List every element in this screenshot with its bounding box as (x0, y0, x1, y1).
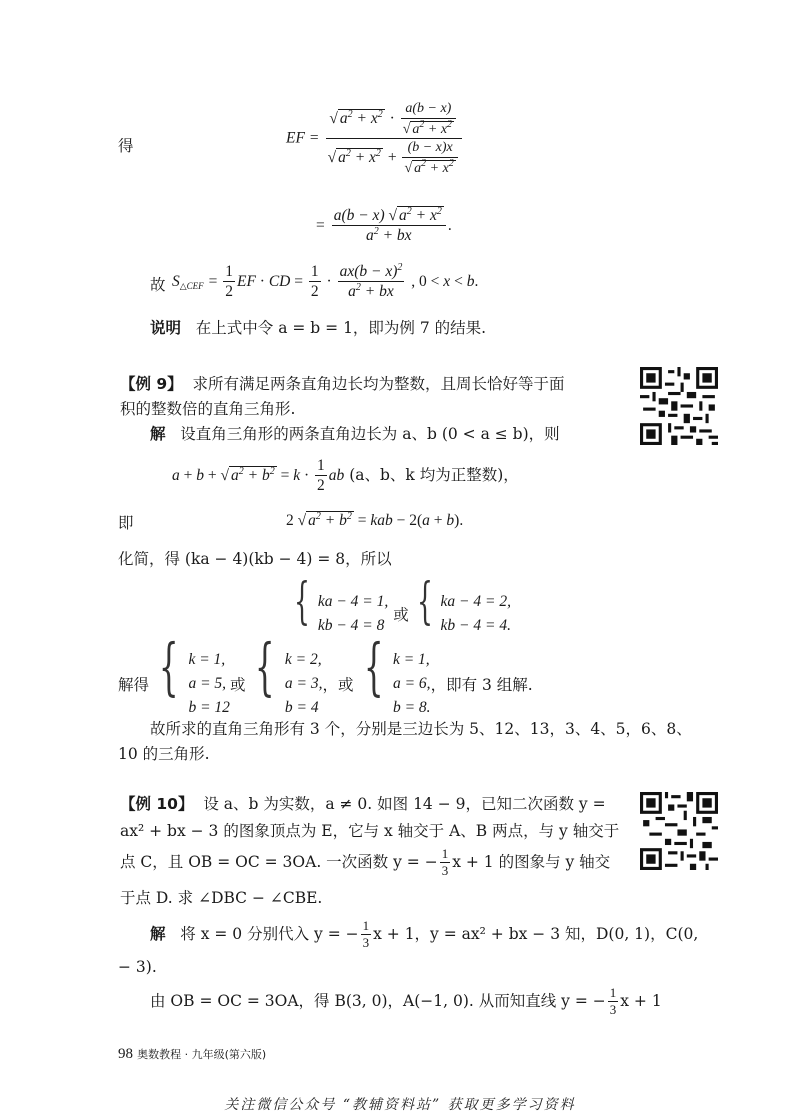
sys-b-1: ka − 4 = 2, (440, 593, 511, 610)
ex10-tag: 【例 10】 (120, 795, 194, 813)
ex10-line4: 于点 D. 求 ∠DBC − ∠CBE. (120, 889, 323, 907)
sol1-a: a = 5, (188, 675, 227, 692)
or-word-2: 或 (229, 676, 246, 694)
ex10-sol1b: x + 1，y = ax² + bx − 3 知，D(0, 1)，C(0, (373, 924, 699, 943)
ex9-line1 (120, 372, 565, 394)
ex9-equation: a + b + √ $a^2 + b^2 = k$ · $\frac{1}{2}$ ab (a、b、k 均为正整数)， (172, 457, 519, 495)
ex9-tag: 【例 9】 (120, 375, 183, 393)
solution-label: 解 (150, 425, 166, 443)
ef-formula-2: = $\frac{a(b - x) √ a^2 + x^2}{a^2 + bx}$ . (316, 206, 452, 245)
ef-formula: EF = √ $a^2 + x^2$ · $\frac{a(b - x)}{√ a^2 + x^2}$ √ $a^2 + x^2$ + $\frac{(b - x)x}{√ a^2 + x^2}$ (286, 100, 464, 177)
remark-label: 说明 (150, 319, 182, 337)
jiede-label: 解得 (118, 676, 150, 694)
ex10-sol1: 解 将 x = 0 分别代入 y = − $\frac{1}{3}$ x + 1，y = ax² + bx − 3 知，D(0, 1)，C(0, (150, 918, 699, 951)
ex9-eq-condition: (a、b、k 均为正整数)， (349, 465, 519, 484)
sol2-a: a = 3, (284, 675, 323, 692)
or-word-3: ，或 (322, 676, 354, 694)
ex9-text1: 求所有满足两条直角边长均为整数，且周长恰好等于面 (192, 375, 565, 393)
watermark-text: 关注微信公众号 “教辅资料站” 获取更多学习资料 (224, 1097, 576, 1113)
solution-label-2: 解 (150, 924, 166, 943)
ex10-sol3b: x + 1 (620, 991, 662, 1010)
ex10-sol1a: 将 x = 0 分别代入 y = − (180, 924, 359, 943)
label-de: 得 (118, 137, 134, 155)
sys-a-2: kb − 4 = 8 (317, 617, 385, 634)
sol2-b: b = 4 (284, 699, 319, 716)
ex9-conclusion-2: 10 的三角形. (118, 745, 210, 763)
ex9-solutions: 解得 { k = 1, a = 5, b = 12 或 { k = 2, a = 3, b = 4 ，或 { k = 1, a = 6, b = 8. ，即有 3 组解. (118, 636, 533, 720)
label-gu: 故 (150, 276, 166, 294)
ex10-line2: ax² + bx − 3 的图象顶点为 E，它与 x 轴交于 A、B 两点，与 y 轴交于 (120, 822, 620, 840)
ex10-line3a: 点 C，且 OB = OC = 3OA. 一次函数 y = − (120, 852, 438, 871)
ex10-line3b: x + 1 的图象与 y 轴交 (452, 852, 611, 871)
sol3-b: b = 8. (392, 699, 431, 716)
ex10-text1: 设 a、b 为实数，a ≠ 0. 如图 14 − 9，已知二次函数 y = (203, 795, 606, 813)
sys-a-1: ka − 4 = 1, (317, 593, 389, 610)
book-title: 奥数教程 · 九年级(第六版) (137, 1048, 267, 1061)
page-footer (118, 1046, 266, 1063)
qr-code-icon-2[interactable] (640, 792, 718, 870)
ex9-sol1-text: 设直角三角形的两条直角边长为 a、b (0 < a ≤ b)，则 (180, 425, 560, 443)
ex9-line2: 积的整数倍的直角三角形. (120, 400, 296, 418)
remark (150, 316, 486, 338)
ex9-equation-2: 2 √ $a^2 + b^2$ = kab − 2(a + b). (286, 511, 464, 529)
sol1-b: b = 12 (188, 699, 230, 716)
sol3-a: a = 6, (392, 675, 431, 692)
label-ji: 即 (118, 514, 134, 532)
ex10-line1 (120, 792, 606, 814)
area-formula: $S_{\triangle CEF}$ = $\frac{1}{2}$ EF · CD = $\frac{1}{2}$ · $\frac{ax(b - x)^2}{a^2 + bx}$ , 0 < x < b. (172, 262, 479, 301)
ex10-sol2: − 3). (118, 958, 157, 976)
ex9-conclusion-1: 故所求的直角三角形有 3 个，分别是三边长为 5、12、13，3、4、5，6、8、 (150, 720, 692, 738)
ex9-simplify: 化简，得 (ka − 4)(kb − 4) = 8，所以 (118, 550, 392, 568)
qr-code-icon[interactable] (640, 367, 718, 445)
sys-b-2: kb − 4 = 4. (440, 617, 511, 634)
or-word: 或 (393, 606, 409, 624)
page-number: 98 (118, 1046, 133, 1062)
ex9-sol1 (150, 422, 560, 444)
sol3-k: k = 1, (392, 651, 430, 668)
sol2-k: k = 2, (284, 651, 322, 668)
ex10-sol3a: 由 OB = OC = 3OA，得 B(3, 0)，A(−1, 0). 从而知直线 y = − (150, 991, 606, 1010)
ex9-system: { ka − 4 = 1, kb − 4 = 8 或 { ka − 4 = 2, kb − 4 = 4. (286, 576, 511, 638)
solutions-tail: ，即有 3 组解. (430, 676, 533, 694)
remark-body: 在上式中令 a = b = 1，即为例 7 的结果. (195, 319, 487, 337)
ex10-line3: 点 C，且 OB = OC = 3OA. 一次函数 y = − $\frac{1}{3}$ x + 1 的图象与 y 轴交 (120, 846, 611, 879)
ex10-sol3: 由 OB = OC = 3OA，得 B(3, 0)，A(−1, 0). 从而知直线 y = − $\frac{1}{3}$ x + 1 (150, 985, 662, 1018)
sol1-k: k = 1, (188, 651, 226, 668)
